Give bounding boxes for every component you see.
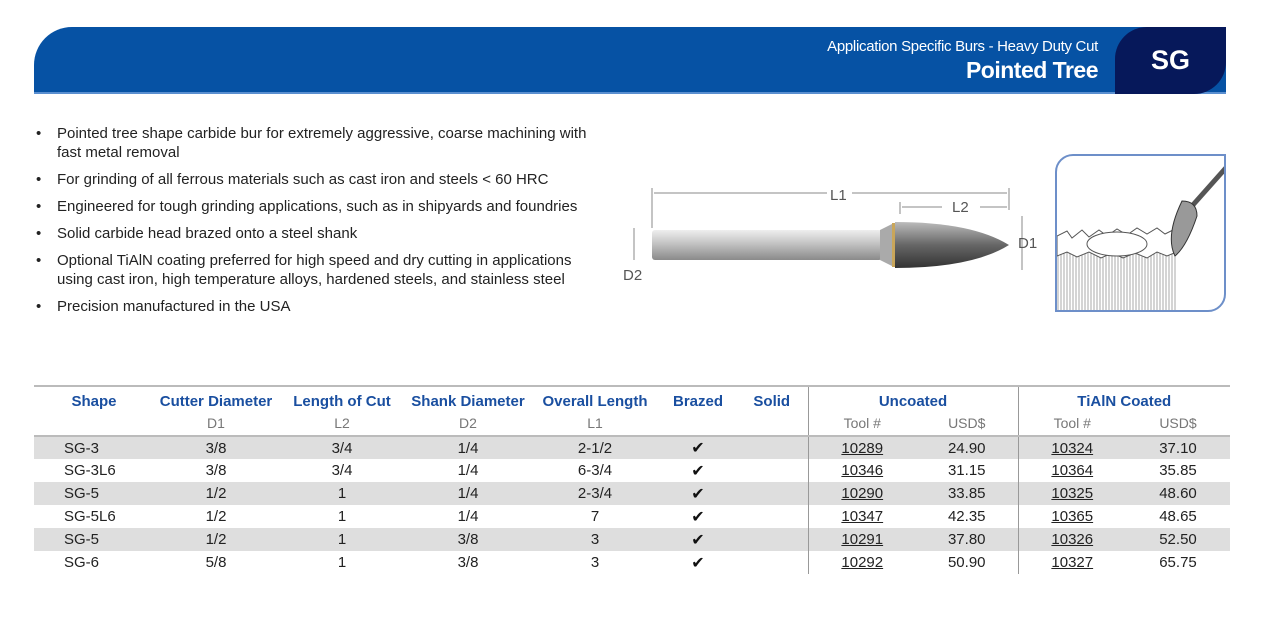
cutter-diameter-cell: 3/8 <box>205 462 227 479</box>
d1-label: D1 <box>1018 235 1038 252</box>
cutter-diameter-cell: 3/8 <box>154 436 278 459</box>
price-coated-cell: 35.85 <box>1159 462 1197 479</box>
overall-length-cell: 3 <box>590 554 600 571</box>
tool-number-coated-link[interactable]: 10324 <box>1018 436 1126 459</box>
price-coated-cell: 48.60 <box>1126 482 1230 505</box>
shank-diameter-cell: 3/8 <box>406 528 530 551</box>
sub-d1: D1 <box>154 410 278 436</box>
sub-usd-uncoated: USD$ <box>916 410 1018 436</box>
cutter-diameter-cell: 1/2 <box>154 482 278 505</box>
length-of-cut-cell: 3/4 <box>331 462 353 479</box>
overall-length-cell: 2-3/4 <box>530 482 660 505</box>
solid-cell <box>736 482 808 505</box>
shape-cell: SG-5L6 <box>64 508 116 525</box>
shank-diameter-cell: 1/4 <box>457 508 479 525</box>
price-uncoated-cell: 31.15 <box>947 462 986 479</box>
shank-diameter-cell: 1/4 <box>406 482 530 505</box>
shank-diameter-cell: 3/8 <box>457 554 479 571</box>
sub-tool-coated: Tool # <box>1018 410 1126 436</box>
col-overall-length: Overall Length <box>542 393 648 410</box>
length-of-cut-cell: 1 <box>337 508 347 525</box>
tool-number-uncoated-link[interactable]: 10347 <box>808 505 916 528</box>
length-of-cut-cell: 1 <box>278 482 406 505</box>
table-row <box>34 436 1230 459</box>
col-length-of-cut: Length of Cut <box>293 393 391 410</box>
solid-cell <box>736 528 808 551</box>
sub-tool-uncoated: Tool # <box>808 410 916 436</box>
sub-d2: D2 <box>406 410 530 436</box>
length-of-cut-cell: 1 <box>337 554 347 571</box>
table-row <box>34 551 1230 574</box>
header-banner <box>34 27 1226 94</box>
col-uncoated: Uncoated <box>808 386 1018 410</box>
feature-item: • Pointed tree shape carbide bur for extremely aggressive, coarse machining with fast metal removal <box>36 124 596 162</box>
tool-number-coated-link[interactable]: 10327 <box>1018 551 1126 574</box>
table-row <box>34 528 1230 551</box>
shape-cell: SG-5 <box>34 482 154 505</box>
tool-number-uncoated-link[interactable]: 10291 <box>808 528 916 551</box>
shank-shape <box>652 230 882 260</box>
shape-cell: SG-3 <box>34 436 154 459</box>
sub-l1: L1 <box>530 410 660 436</box>
l1-label: L1 <box>830 187 847 204</box>
col-solid: Solid <box>753 393 791 410</box>
feature-list <box>36 124 596 324</box>
cutter-diameter-cell: 1/2 <box>154 528 278 551</box>
cutter-diameter-cell: 5/8 <box>205 554 227 571</box>
overall-length-cell: 6-3/4 <box>577 462 613 479</box>
application-illustration <box>1055 154 1226 312</box>
tool-number-coated-link[interactable]: 10364 <box>1018 459 1126 482</box>
shape-cell: SG-6 <box>64 554 100 571</box>
feature-item: • Engineered for tough grinding applications, such as in shipyards and foundries <box>36 197 596 216</box>
l2-label: L2 <box>952 199 969 216</box>
product-table <box>34 385 1230 574</box>
table-row <box>34 482 1230 505</box>
brazed-check-icon: ✔ <box>660 528 736 551</box>
price-coated-cell: 52.50 <box>1126 528 1230 551</box>
sub-usd-coated: USD$ <box>1126 410 1230 436</box>
col-tialn-coated: TiAlN Coated <box>1018 386 1230 410</box>
price-coated-cell: 37.10 <box>1126 436 1230 459</box>
feature-item: • For grinding of all ferrous materials such as cast iron and steels < 60 HRC <box>36 170 596 189</box>
bur-dimension-diagram <box>612 180 1052 290</box>
brazed-check-icon: ✔ <box>660 482 736 505</box>
product-code-badge: SG <box>1115 27 1226 94</box>
d2-label: D2 <box>623 267 643 284</box>
price-uncoated-cell: 24.90 <box>916 436 1018 459</box>
col-cutter-diameter: Cutter Diameter <box>159 393 273 410</box>
solid-cell <box>736 551 808 574</box>
overall-length-cell: 7 <box>590 508 600 525</box>
col-shank-diameter: Shank Diameter <box>411 393 525 410</box>
brazed-check-icon: ✔ <box>691 462 705 480</box>
price-coated-cell: 65.75 <box>1159 554 1197 571</box>
tool-number-uncoated-link[interactable]: 10289 <box>808 436 916 459</box>
shank-diameter-cell: 1/4 <box>457 462 479 479</box>
brazed-check-icon: ✔ <box>660 436 736 459</box>
overall-length-cell: 2-1/2 <box>530 436 660 459</box>
tool-number-uncoated-link[interactable]: 10292 <box>808 551 916 574</box>
length-of-cut-cell: 3/4 <box>278 436 406 459</box>
feature-item: • Optional TiAlN coating preferred for high speed and dry cutting in applications using cast iron, high temperature alloys, hardened steels, and stainless steel <box>36 251 596 289</box>
brazed-check-icon: ✔ <box>691 508 705 526</box>
tool-number-uncoated-link[interactable]: 10290 <box>808 482 916 505</box>
price-uncoated-cell: 42.35 <box>947 508 986 525</box>
solid-cell <box>736 505 808 528</box>
table-row <box>34 505 1230 528</box>
shape-cell: SG-5 <box>34 528 154 551</box>
brazed-check-icon: ✔ <box>691 554 705 572</box>
product-title: Pointed Tree <box>965 57 1098 83</box>
feature-item: • Solid carbide head brazed onto a steel shank <box>36 224 596 243</box>
table-row <box>34 459 1230 482</box>
sub-l2: L2 <box>278 410 406 436</box>
tool-number-coated-link[interactable]: 10326 <box>1018 528 1126 551</box>
solid-cell <box>736 459 808 482</box>
cutter-diameter-cell: 1/2 <box>205 508 227 525</box>
price-uncoated-cell: 50.90 <box>947 554 986 571</box>
overall-length-cell: 3 <box>530 528 660 551</box>
category-label: Application Specific Burs - Heavy Duty Cut <box>827 38 1098 55</box>
col-shape: Shape <box>71 393 117 410</box>
price-uncoated-cell: 37.80 <box>916 528 1018 551</box>
col-brazed: Brazed <box>672 393 724 410</box>
solid-cell <box>736 436 808 459</box>
tool-number-uncoated-link[interactable]: 10346 <box>808 459 916 482</box>
price-coated-cell: 48.65 <box>1159 508 1197 525</box>
feature-item: • Precision manufactured in the USA <box>36 297 596 316</box>
shank-diameter-cell: 1/4 <box>406 436 530 459</box>
cutter-head-shape <box>895 222 1009 268</box>
shape-cell: SG-3L6 <box>64 462 116 479</box>
tool-number-coated-link[interactable]: 10325 <box>1018 482 1126 505</box>
price-uncoated-cell: 33.85 <box>916 482 1018 505</box>
tool-number-coated-link[interactable]: 10365 <box>1018 505 1126 528</box>
length-of-cut-cell: 1 <box>278 528 406 551</box>
